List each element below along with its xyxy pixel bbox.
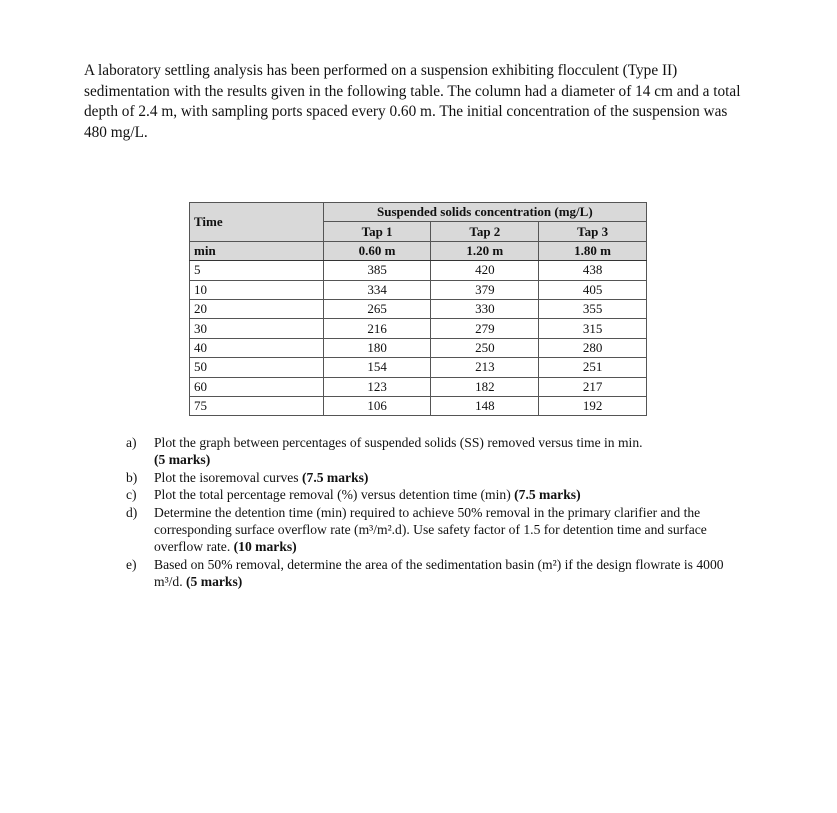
tap-3-value: 355 (539, 299, 647, 318)
tap-1-value: 385 (323, 261, 431, 280)
question-text: Plot the total percentage removal (%) versus detention time (min) (154, 487, 511, 503)
table-row (190, 299, 647, 318)
tap-3-header: Tap 3 (539, 222, 647, 241)
tap-1-value: 180 (323, 338, 431, 357)
question-e (126, 556, 746, 591)
tap-1-value: 154 (323, 358, 431, 377)
tap-2-depth: 1.20 m (431, 241, 539, 260)
tap-1-header: Tap 1 (323, 222, 431, 241)
concentration-header: Suspended solids concentration (mg/L) (323, 203, 646, 222)
question-label: d) (126, 504, 138, 520)
tap-2-value: 213 (431, 358, 539, 377)
question-text: Plot the isoremoval curves (154, 469, 299, 485)
time-cell: 50 (190, 358, 324, 377)
time-cell: 5 (190, 261, 324, 280)
tap-2-value: 330 (431, 299, 539, 318)
table-row (190, 396, 647, 415)
question-label: b) (126, 469, 138, 485)
table-row (190, 358, 647, 377)
question-marks: (5 marks) (154, 452, 211, 468)
settling-data-table (189, 202, 647, 416)
tap-1-value: 334 (323, 280, 431, 299)
tap-2-value: 379 (431, 280, 539, 299)
question-marks: (5 marks) (186, 574, 243, 590)
question-label: a) (126, 435, 137, 450)
tap-3-value: 438 (539, 261, 647, 280)
tap-1-value: 265 (323, 299, 431, 318)
table-row (190, 319, 647, 338)
question-c (126, 486, 746, 503)
question-text: Plot the graph between percentages of suspended solids (SS) removed versus time in min. (154, 435, 643, 450)
question-b (126, 469, 746, 486)
time-cell: 75 (190, 396, 324, 415)
time-header: Time (190, 203, 324, 242)
tap-3-value: 405 (539, 280, 647, 299)
tap-1-value: 123 (323, 377, 431, 396)
question-a (126, 434, 746, 469)
tap-1-value: 106 (323, 396, 431, 415)
question-d (126, 504, 746, 556)
table-row (190, 338, 647, 357)
tap-2-value: 148 (431, 396, 539, 415)
table-row (190, 280, 647, 299)
tap-3-depth: 1.80 m (539, 241, 647, 260)
tap-3-value: 192 (539, 396, 647, 415)
time-cell: 30 (190, 319, 324, 338)
table-row (190, 261, 647, 280)
problem-statement: A laboratory settling analysis has been performed on a suspension exhibiting flocculent (Type II) sedimentation with the results given in the following table. The column had a diameter of 14 cm and a total depth of 2.4 m, with sampling ports spaced every 0.60 m. The initial concentration of the suspension was 480 mg/L. (84, 62, 741, 141)
table-row (190, 377, 647, 396)
tap-1-depth: 0.60 m (323, 241, 431, 260)
tap-2-value: 182 (431, 377, 539, 396)
time-cell: 60 (190, 377, 324, 396)
tap-1-value: 216 (323, 319, 431, 338)
tap-3-value: 315 (539, 319, 647, 338)
tap-2-value: 250 (431, 338, 539, 357)
tap-3-value: 280 (539, 338, 647, 357)
question-list (126, 434, 746, 591)
time-cell: 40 (190, 338, 324, 357)
time-cell: 20 (190, 299, 324, 318)
question-marks: (10 marks) (233, 539, 297, 555)
question-label: c) (126, 487, 137, 503)
tap-2-value: 420 (431, 261, 539, 280)
time-unit: min (190, 241, 324, 260)
question-marks: (7.5 marks) (302, 469, 369, 485)
question-label: e) (126, 556, 137, 572)
question-text: Determine the detention time (min) required to achieve 50% removal in the primary clarifier and the corresponding surface overflow rate (m³/m².d). Use safety factor of 1.5 for detention time and surface overflow rate. (154, 504, 707, 555)
question-marks: (7.5 marks) (514, 487, 581, 503)
tap-3-value: 251 (539, 358, 647, 377)
tap-2-value: 279 (431, 319, 539, 338)
tap-3-value: 217 (539, 377, 647, 396)
tap-2-header: Tap 2 (431, 222, 539, 241)
time-cell: 10 (190, 280, 324, 299)
question-text: Based on 50% removal, determine the area of the sedimentation basin (m²) if the design flowrate is 4000 m³/d. (154, 556, 724, 590)
